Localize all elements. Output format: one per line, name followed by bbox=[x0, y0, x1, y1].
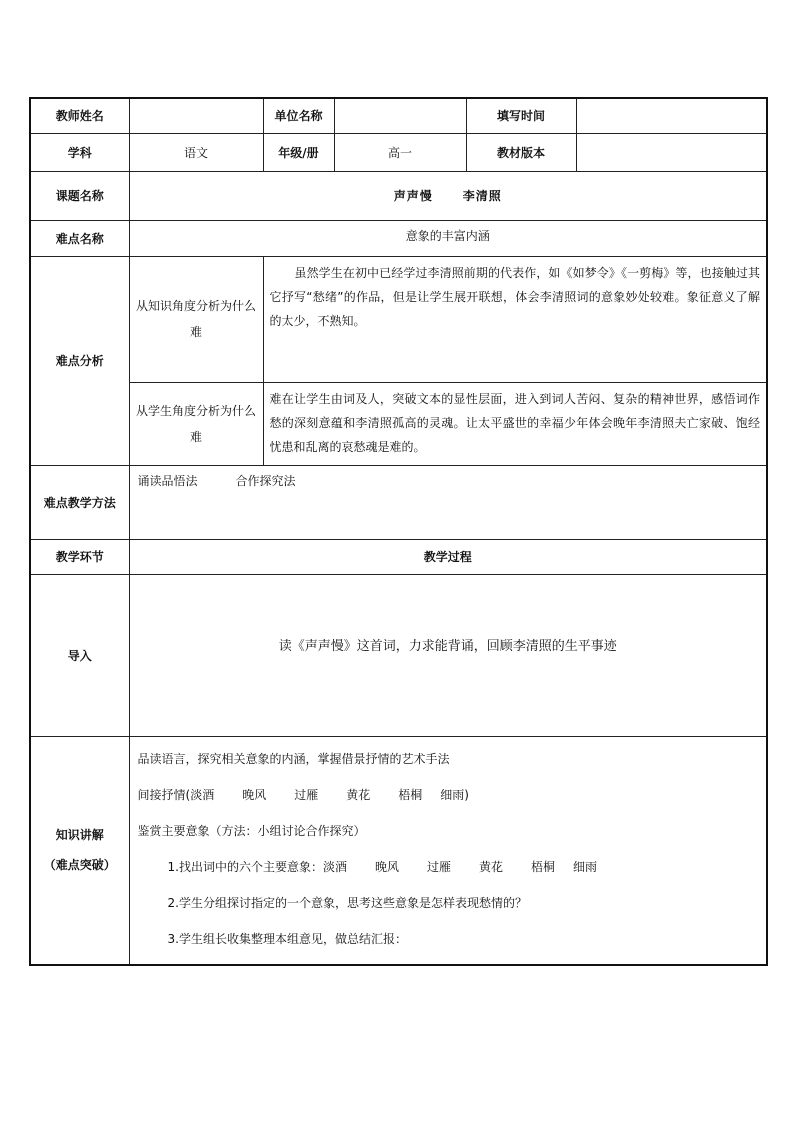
student-angle-label: 从学生角度分析为什么难 bbox=[129, 382, 263, 465]
unit-name-value[interactable] bbox=[334, 98, 466, 133]
difficulty-name-label: 难点名称 bbox=[30, 220, 129, 256]
knowledge-line3: 鉴赏主要意象（方法：小组讨论合作探究） bbox=[137, 823, 366, 838]
teaching-process-label: 教学过程 bbox=[129, 539, 767, 574]
method-cooperation: 合作探究法 bbox=[235, 473, 296, 488]
teaching-stage-label: 教学环节 bbox=[30, 539, 129, 574]
teaching-method-value bbox=[129, 465, 767, 539]
knowledge-step3: 3.学生组长收集整理本组意见，做总结汇报： bbox=[167, 931, 407, 946]
difficulty-name-value: 意象的丰富内涵 bbox=[129, 220, 767, 256]
teacher-name-label: 教师姓名 bbox=[30, 98, 129, 133]
lesson-plan-table bbox=[29, 97, 768, 966]
row-lesson-title bbox=[30, 171, 767, 220]
unit-name-label: 单位名称 bbox=[263, 98, 334, 133]
edition-value[interactable] bbox=[576, 133, 767, 171]
knowledge-step2: 2.学生分组探讨指定的一个意象，思考这些意象是怎样表现愁情的？ bbox=[167, 895, 527, 910]
knowledge-line1: 品读语言，探究相关意象的内涵，掌握借景抒情的艺术手法 bbox=[137, 751, 450, 766]
intro-label: 导入 bbox=[30, 574, 129, 736]
row-teacher-info bbox=[30, 98, 767, 133]
subject-label: 学科 bbox=[30, 133, 129, 171]
row-process-header bbox=[30, 539, 767, 574]
knowledge-line2: 间接抒情(淡酒 晚风 过雁 黄花 梧桐 细雨) bbox=[137, 787, 469, 802]
row-knowledge bbox=[30, 736, 767, 965]
teacher-name-value[interactable] bbox=[129, 98, 263, 133]
knowledge-label bbox=[30, 736, 129, 965]
knowledge-angle-label: 从知识角度分析为什么难 bbox=[129, 256, 263, 382]
knowledge-content bbox=[129, 736, 767, 965]
row-subject-info bbox=[30, 133, 767, 171]
fill-time-label: 填写时间 bbox=[466, 98, 576, 133]
method-recitation: 诵读品悟法 bbox=[137, 473, 198, 488]
row-analysis-student bbox=[30, 382, 767, 465]
lesson-title-label: 课题名称 bbox=[30, 171, 129, 220]
lesson-title: 声声慢 bbox=[393, 189, 433, 203]
student-angle-text: 难在让学生由词及人，突破文本的显性层面，进入到词人苦闷、复杂的精神世界，感悟词作愁的深刻意蕴和李清照孤高的灵魂。让太平盛世的幸福少年体会晚年李清照夫亡家破、饱经忧患和乱离的哀愁魂是难的。 bbox=[263, 382, 767, 465]
row-difficulty-name bbox=[30, 220, 767, 256]
row-analysis-knowledge bbox=[30, 256, 767, 382]
fill-time-value[interactable] bbox=[576, 98, 767, 133]
difficulty-analysis-label: 难点分析 bbox=[30, 256, 129, 465]
lesson-title-value bbox=[129, 171, 767, 220]
knowledge-step1: 1.找出词中的六个主要意象：淡酒 晚风 过雁 黄花 梧桐 细雨 bbox=[167, 859, 598, 874]
knowledge-label-line1: 知识讲解 bbox=[55, 828, 104, 843]
knowledge-angle-text: 虽然学生在初中已经学过李清照前期的代表作，如《如梦令》《一剪梅》等，也接触过其它抒写“愁绪”的作品，但是让学生展开联想，体会李清照词的意象妙处较难。象征意义了解的太少，不熟知。 bbox=[263, 256, 767, 382]
grade-label: 年级/册 bbox=[263, 133, 334, 171]
knowledge-label-line2: （难点突破） bbox=[43, 858, 116, 873]
subject-value: 语文 bbox=[129, 133, 263, 171]
lesson-author: 李清照 bbox=[462, 189, 502, 203]
edition-label: 教材版本 bbox=[466, 133, 576, 171]
teaching-method-label: 难点教学方法 bbox=[30, 465, 129, 539]
intro-text: 读《声声慢》这首词，力求能背诵，回顾李清照的生平事迹 bbox=[129, 574, 767, 736]
grade-value: 高一 bbox=[334, 133, 466, 171]
row-intro bbox=[30, 574, 767, 736]
row-teaching-method bbox=[30, 465, 767, 539]
